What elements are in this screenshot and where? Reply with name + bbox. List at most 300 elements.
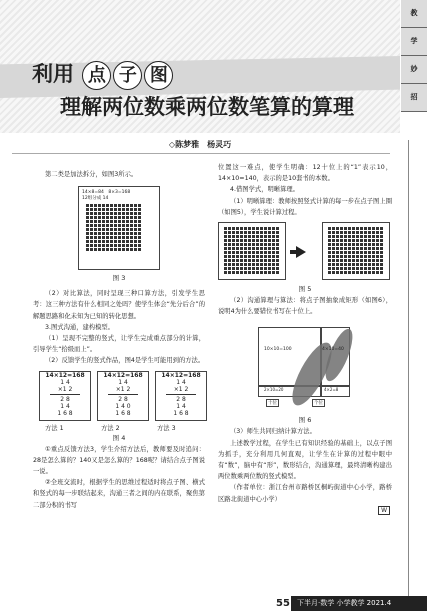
dot [118, 212, 121, 215]
method-row: 2 8 [60, 395, 70, 403]
dot [356, 239, 359, 242]
dot [224, 235, 227, 238]
dot [102, 244, 105, 247]
dot [332, 243, 335, 246]
dot [328, 247, 331, 250]
dot [380, 239, 383, 242]
dot [348, 251, 351, 254]
dot [94, 208, 97, 211]
method-equation: 14×12=168 [45, 371, 85, 379]
dot [368, 235, 371, 238]
method-label: 方法 3 [157, 424, 176, 432]
dot [256, 271, 259, 274]
dot [336, 227, 339, 230]
dot [248, 231, 251, 234]
dot [356, 243, 359, 246]
place-label: 十位 [268, 401, 277, 407]
method-labels [45, 423, 205, 432]
dot [118, 228, 121, 231]
dot [276, 243, 279, 246]
dot [360, 243, 363, 246]
dot [130, 236, 133, 239]
dot [264, 255, 267, 258]
dot [364, 255, 367, 258]
dot [90, 232, 93, 235]
title-bubble-char: 子 [113, 61, 142, 90]
dot [118, 208, 121, 211]
dot [352, 239, 355, 242]
author-affiliation: （作者单位：浙江台州市路桥区桐屿街道中心小学，路桥区路北街道中心小学） [218, 484, 392, 503]
dot [360, 235, 363, 238]
dot [90, 208, 93, 211]
page-footer [0, 594, 427, 615]
dot [328, 259, 331, 262]
dot [260, 263, 263, 266]
dot [86, 240, 89, 243]
dot [348, 231, 351, 234]
dot [256, 259, 259, 262]
dot [236, 243, 239, 246]
arrow-icon-shaft [290, 250, 297, 254]
method-equation: 14×12=168 [161, 371, 201, 379]
dot [102, 212, 105, 215]
dot [102, 248, 105, 251]
dot [232, 247, 235, 250]
dot [102, 236, 105, 239]
dot [372, 239, 375, 242]
dot [90, 212, 93, 215]
dot [268, 267, 271, 270]
method-row: 1 6 8 [173, 409, 189, 417]
dot [106, 212, 109, 215]
dot [276, 247, 279, 250]
paragraph: （2）对比算法，同时呈现三种口算方法，引发学生思考：这三种方法有什么相同之处吗？使学生体会“先分后合”的解题思路和化未知为已知的转化思想。 [33, 290, 205, 320]
dot [268, 227, 271, 230]
dot [344, 227, 347, 230]
dot [114, 216, 117, 219]
dot [356, 251, 359, 254]
dot [344, 255, 347, 258]
dot [228, 271, 231, 274]
dot [118, 204, 121, 207]
dot [138, 224, 141, 227]
dot [126, 228, 129, 231]
dot [336, 267, 339, 270]
dot [122, 208, 125, 211]
dot [268, 263, 271, 266]
dot [86, 244, 89, 247]
dot [224, 251, 227, 254]
paragraph: 位置这一难点，使学生明确：12十位上的“1”表示10，14×10=140，表示的是10套书的本数。 [218, 164, 392, 183]
method-label: 方法 1 [45, 424, 64, 432]
dot [122, 224, 125, 227]
dot [90, 224, 93, 227]
dot [228, 259, 231, 262]
dot [248, 263, 251, 266]
dot [94, 228, 97, 231]
dot [94, 236, 97, 239]
dot [134, 244, 137, 247]
dot [268, 239, 271, 242]
dot [138, 232, 141, 235]
method-row: ×1 2 [115, 385, 131, 393]
dot [134, 248, 137, 251]
dot [232, 235, 235, 238]
dot [360, 259, 363, 262]
dot [110, 244, 113, 247]
dot [260, 231, 263, 234]
dot [348, 235, 351, 238]
method-row: ×1 2 [173, 385, 189, 393]
tab-char: 教 [401, 0, 427, 28]
dot [368, 227, 371, 230]
dot [264, 227, 267, 230]
dot [224, 259, 227, 262]
dot [368, 259, 371, 262]
dot [236, 235, 239, 238]
figure-caption: 图 5 [298, 285, 312, 294]
dot [348, 267, 351, 270]
dot [264, 243, 267, 246]
dot [248, 255, 251, 258]
dot [86, 204, 89, 207]
dot [130, 208, 133, 211]
dot [110, 216, 113, 219]
dot [90, 228, 93, 231]
figure-5 [218, 222, 392, 284]
dot [98, 244, 101, 247]
dot [328, 263, 331, 266]
dot [352, 251, 355, 254]
dot [130, 232, 133, 235]
dot [236, 263, 239, 266]
dot [90, 204, 93, 207]
dot [264, 267, 267, 270]
dot [228, 235, 231, 238]
dot [256, 263, 259, 266]
dot [372, 243, 375, 246]
dot [360, 271, 363, 274]
dot [344, 259, 347, 262]
area-label: 2×10=20 [264, 387, 284, 393]
dot [368, 267, 371, 270]
dot [256, 243, 259, 246]
dot [232, 227, 235, 230]
method-row: 1 4 0 [115, 402, 131, 410]
dot [110, 220, 113, 223]
figure-3-line: 14×8=84 8×3=168 [82, 190, 131, 196]
title-banner [0, 0, 400, 133]
dot [336, 255, 339, 258]
dot [336, 247, 339, 250]
dot [240, 255, 243, 258]
dot [344, 231, 347, 234]
dot [356, 247, 359, 250]
dot [224, 271, 227, 274]
dot [380, 227, 383, 230]
arrow-icon [296, 246, 306, 258]
column-right [218, 162, 392, 514]
dot [138, 240, 141, 243]
dot [236, 255, 239, 258]
dot [110, 240, 113, 243]
dot [276, 227, 279, 230]
dot [348, 259, 351, 262]
dot [110, 248, 113, 251]
dot [138, 212, 141, 215]
dot [134, 208, 137, 211]
dot [102, 228, 105, 231]
dot [236, 247, 239, 250]
dot [340, 231, 343, 234]
dot [244, 247, 247, 250]
dot [248, 259, 251, 262]
dot [252, 251, 255, 254]
area-label: 10×10=100 [264, 347, 292, 353]
dot [118, 220, 121, 223]
dot [248, 247, 251, 250]
dot [106, 244, 109, 247]
dot [276, 271, 279, 274]
dot [86, 228, 89, 231]
dot [372, 271, 375, 274]
dot [360, 239, 363, 242]
dot [122, 204, 125, 207]
dot [236, 259, 239, 262]
dot [90, 236, 93, 239]
dot [106, 228, 109, 231]
dot [380, 235, 383, 238]
dot [98, 232, 101, 235]
dot [130, 244, 133, 247]
dot [252, 271, 255, 274]
dot [126, 220, 129, 223]
dot [344, 235, 347, 238]
dot [98, 228, 101, 231]
dot [340, 227, 343, 230]
dot [244, 267, 247, 270]
dot [352, 247, 355, 250]
dot [356, 255, 359, 258]
dot [98, 216, 101, 219]
dot [102, 240, 105, 243]
dot [130, 216, 133, 219]
dot [344, 247, 347, 250]
dot [360, 263, 363, 266]
dot [368, 251, 371, 254]
dot [232, 271, 235, 274]
dot [336, 259, 339, 262]
dot [118, 236, 121, 239]
dot [248, 243, 251, 246]
place-label: 个位 [314, 401, 323, 407]
dot [360, 231, 363, 234]
dot [260, 271, 263, 274]
dot [134, 220, 137, 223]
dot [138, 204, 141, 207]
dot [336, 231, 339, 234]
dot [372, 255, 375, 258]
dot [240, 267, 243, 270]
method-card [97, 371, 149, 421]
dot [228, 247, 231, 250]
dot [134, 232, 137, 235]
dot [114, 240, 117, 243]
dot [368, 247, 371, 250]
dot [118, 224, 121, 227]
dot [240, 251, 243, 254]
dot [236, 267, 239, 270]
dot [332, 247, 335, 250]
dot [110, 212, 113, 215]
dot [90, 240, 93, 243]
dot [232, 251, 235, 254]
dot [224, 227, 227, 230]
divider [12, 153, 390, 154]
dot [224, 267, 227, 270]
dot [376, 251, 379, 254]
dot [134, 236, 137, 239]
dot [110, 228, 113, 231]
dot [256, 255, 259, 258]
dot [272, 247, 275, 250]
dot [94, 224, 97, 227]
dot [244, 263, 247, 266]
paragraph: （1）明晰算理：教师按照竖式计算的每一步在点子图上圈（如图5），学生说计算过程。 [218, 197, 392, 216]
dot [264, 247, 267, 250]
dot [244, 243, 247, 246]
dot [98, 212, 101, 215]
dot [98, 224, 101, 227]
paragraph: ②全班交流时，根据学生的思维过程适时将点子图、横式和竖式的每一步联结起来，沟通三者之间的内在联系，聚焦第二部分积的书写 [33, 479, 205, 509]
dot [364, 251, 367, 254]
dot [356, 231, 359, 234]
dot [372, 227, 375, 230]
dot [114, 204, 117, 207]
figure-6 [250, 321, 360, 413]
dot [368, 243, 371, 246]
dot [130, 204, 133, 207]
dot [224, 243, 227, 246]
dot [340, 263, 343, 266]
dot [240, 247, 243, 250]
dot [102, 220, 105, 223]
dot [348, 239, 351, 242]
dot [272, 263, 275, 266]
method-label: 方法 2 [101, 424, 120, 432]
dot [102, 204, 105, 207]
dot [86, 248, 89, 251]
title-bubble-char: 图 [144, 61, 173, 90]
dot [126, 216, 129, 219]
dot [244, 255, 247, 258]
dot [130, 224, 133, 227]
dot [244, 239, 247, 242]
area-label: 4×10=40 [322, 347, 344, 353]
dot [328, 271, 331, 274]
dot [94, 240, 97, 243]
dot [244, 231, 247, 234]
dot [380, 271, 383, 274]
dot [126, 204, 129, 207]
dot [356, 267, 359, 270]
dot [328, 227, 331, 230]
dot [328, 243, 331, 246]
dot [348, 227, 351, 230]
paragraph: （3）师生共同归纳计算方法。 [230, 428, 316, 436]
dot [244, 271, 247, 274]
dot [352, 259, 355, 262]
dot [224, 263, 227, 266]
dot [364, 263, 367, 266]
dot [332, 251, 335, 254]
dot [364, 247, 367, 250]
dot [138, 216, 141, 219]
title-line-2: 理解两位数乘两位数笔算的算理 [60, 94, 354, 119]
dot [360, 267, 363, 270]
dot [126, 208, 129, 211]
dot [336, 271, 339, 274]
dot [264, 259, 267, 262]
dot [130, 212, 133, 215]
dot [352, 227, 355, 230]
dot [244, 259, 247, 262]
dot [264, 239, 267, 242]
margin-divider [408, 140, 409, 610]
dot [232, 243, 235, 246]
dot [240, 263, 243, 266]
paragraph: 上述教学过程，在学生已有知识经验的基础上，以点子图为抓手，充分利用几何直观，让学生在计算的过程中眼中有“数”，脑中有“形”，数形结合，沟通算理，最终清晰构建出两位数乘两位数的竖式模型。 [218, 439, 392, 481]
dot [232, 259, 235, 262]
dot [118, 248, 121, 251]
dot [380, 267, 383, 270]
dot [106, 204, 109, 207]
figure-5-left-grid [218, 222, 286, 280]
dot [110, 224, 113, 227]
dot [344, 239, 347, 242]
dot [380, 231, 383, 234]
method-row: 1 6 8 [57, 409, 73, 417]
dot [102, 208, 105, 211]
dot [90, 244, 93, 247]
dot [332, 255, 335, 258]
dot [94, 248, 97, 251]
dot [268, 231, 271, 234]
dot [264, 231, 267, 234]
column-left [33, 169, 205, 511]
dot [336, 243, 339, 246]
dot [106, 232, 109, 235]
dot [122, 216, 125, 219]
dot [364, 239, 367, 242]
dot [256, 231, 259, 234]
dot [380, 259, 383, 262]
dot [264, 235, 267, 238]
dot [126, 244, 129, 247]
tab-char: 学 [401, 28, 427, 56]
dot [256, 235, 259, 238]
authors: ◇陈梦雅 杨灵巧 [168, 140, 232, 149]
dot [332, 227, 335, 230]
paragraph: 第二类是加法拆分，如图3所示。 [45, 171, 138, 178]
dot [332, 267, 335, 270]
dot [376, 271, 379, 274]
method-row: 1 4 [176, 402, 186, 410]
dot [134, 216, 137, 219]
dot [240, 231, 243, 234]
dot [268, 271, 271, 274]
dot-grid [86, 204, 159, 251]
